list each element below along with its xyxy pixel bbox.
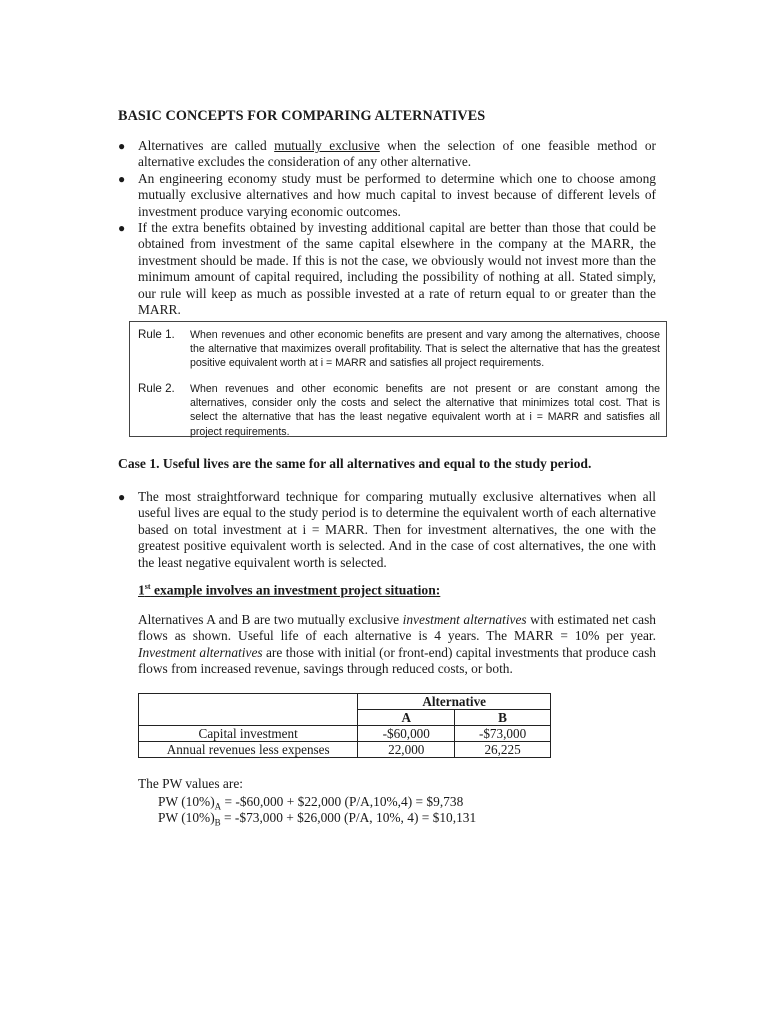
pw-text: = -$73,000 + $26,000 (P/A, 10%, 4) = $10,131: [220, 810, 477, 825]
example-heading-text: example involves an investment project situation:: [150, 582, 441, 598]
rule-text: When revenues and other economic benefits are present and vary among the alternatives, choose the alternative that maximizes overall profitability. That is select the alternative that has the greatest positive equivalent worth at i = MARR and satisfies all project requirements.: [190, 329, 660, 370]
table-cell: -$73,000: [455, 726, 551, 742]
case1-heading: Case 1. Useful lives are the same for all alternatives and equal to the study period.: [118, 456, 592, 471]
pw-text: = -$60,000 + $22,000 (P/A,10%,4) = $9,738: [221, 794, 464, 809]
rule-label: Rule 2.: [138, 382, 175, 395]
table-group-header: Alternative: [358, 694, 551, 710]
rule-label: Rule 1.: [138, 328, 175, 341]
pw-intro: The PW values are:: [138, 776, 243, 791]
rules-box: [129, 321, 667, 437]
bullet-item: [118, 138, 656, 171]
page-title: BASIC CONCEPTS FOR COMPARING ALTERNATIVES: [118, 108, 486, 124]
bullet-text: An engineering economy study must be performed to determine which one to choose among mutually exclusive alternatives and how much capital to invest because of different levels of investment produce varying economic outcomes.: [138, 170, 656, 219]
para-italic: investment alternatives: [402, 612, 527, 627]
rule-1: [138, 328, 660, 371]
para-text: are those with initial (or front-end) capital investments that produce cash flows from increased revenue, savings through reduced costs, or both.: [138, 644, 656, 677]
para-text: Alternatives A and B are two mutually exclusive: [138, 612, 403, 627]
table-row-label: Annual revenues less expenses: [139, 742, 358, 758]
underlined-term: mutually exclusive: [274, 138, 380, 153]
table-row: [139, 726, 551, 742]
example-heading: [138, 582, 440, 599]
pw-subscript: A: [214, 801, 222, 812]
bullet-icon: ●: [118, 221, 126, 236]
pw-equation-b: [158, 810, 476, 828]
para-italic: Investment alternatives: [138, 644, 263, 660]
bullet-item: [118, 220, 656, 318]
alternatives-table: [138, 693, 551, 758]
pw-text: PW (10%): [158, 810, 215, 825]
case1-bullet-list: [118, 489, 656, 571]
table-column-header: B: [455, 710, 551, 726]
rule-2: [138, 382, 660, 439]
example-paragraph: [138, 612, 656, 678]
bullet-text: Alternatives are called: [138, 138, 275, 153]
example-number: 1: [138, 582, 145, 598]
table-header-row: [139, 694, 551, 710]
bullet-icon: ●: [118, 171, 126, 186]
bullet-item: [118, 489, 656, 571]
table-empty-corner: [139, 694, 358, 726]
table-row-label: Capital investment: [139, 726, 358, 742]
rule-text: When revenues and other economic benefits are not present or are constant among the alternatives, consider only the costs and select the alternative that minimizes total cost. That is select the alternative that has the least negative equivalent worth at i = MARR and satisfies all project requirements.: [190, 383, 660, 438]
table-cell: -$60,000: [358, 726, 455, 742]
para-text: with estimated net cash flows as shown. Useful life of each alternative is 4 years. The MARR = 10% per year.: [138, 612, 656, 644]
table-cell: 22,000: [358, 742, 455, 758]
table-row: [139, 742, 551, 758]
bullet-text: The most straightforward technique for comparing mutually exclusive alternatives when all useful lives are equal to the study period is to determine the equivalent worth of each alternative based on total investment at i = MARR. Then for investment alternatives, the one with the greatest positive equivalent worth is selected. And in the case of cost alternatives, the one with the least negative equivalent worth is selected.: [138, 489, 656, 570]
pw-text: PW (10%): [158, 794, 215, 809]
bullet-icon: ●: [118, 139, 126, 153]
bullet-icon: ●: [118, 490, 126, 504]
bullet-text: If the extra benefits obtained by investing additional capital are better than those that could be obtained from investment of the same capital elsewhere in the company at the MARR, the investment should be made. If this is not the case, we obviously would not invest more than the minimum amount of capital required, including the possibility of nothing at all. Stated simply, our rule will keep as much as possible invested at a rate of return equal to or greater than the MARR.: [138, 220, 656, 318]
table-column-header: A: [358, 710, 455, 726]
bullet-item: [118, 171, 656, 220]
intro-bullet-list: [118, 138, 656, 318]
pw-subscript: B: [214, 817, 221, 828]
bullet-text: when the selection of one feasible method or alternative excludes the consideration of any other alternative.: [138, 138, 656, 170]
table-cell: 26,225: [455, 742, 551, 758]
example-ordinal: st: [144, 582, 151, 591]
